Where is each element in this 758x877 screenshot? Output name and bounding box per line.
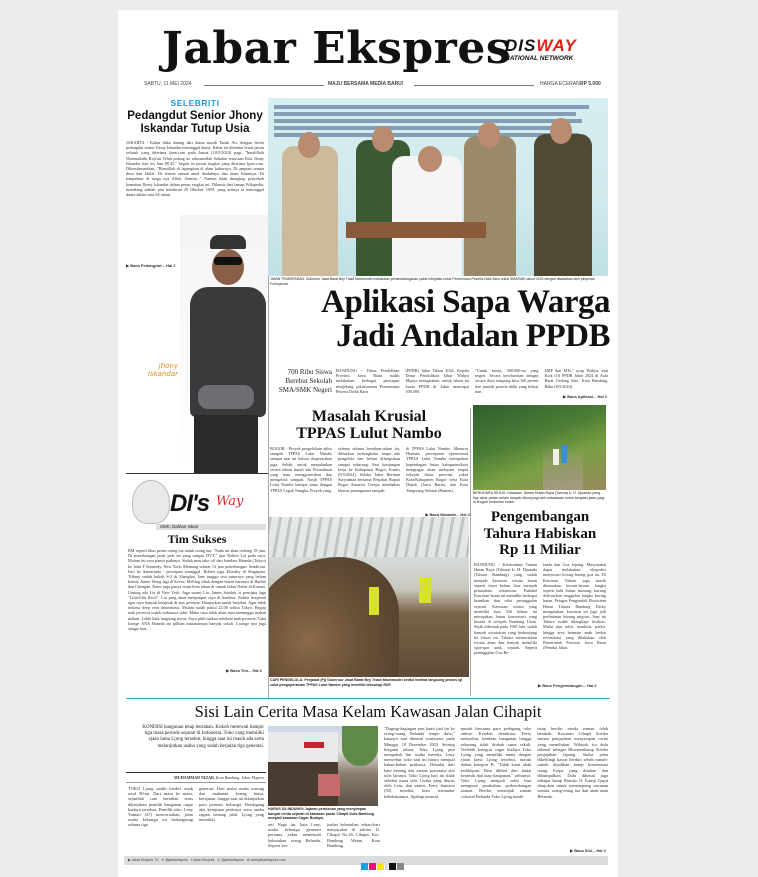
social-link-twitter[interactable]: @jabarekspres — [165, 858, 188, 862]
article-column: jualan kebutuhan sehari-hari masyarakat di sekitar II. Cihapit No.16, Cihapit, Kec. Bandung Wetan, Kota Bandung. — [327, 822, 380, 848]
divider — [414, 85, 534, 86]
print-color-bar — [361, 857, 405, 875]
section-divider — [126, 698, 610, 699]
continue-link[interactable]: ▶ Baca Pengembangan... Hal 2 — [538, 683, 597, 688]
continue-text: Baca Pengembangan... Hal 2 — [542, 683, 597, 688]
article-column: TOKO Ljong sudah berdiri sejak awal 90-an. Dari masa ke masa, sejumlah cara bertahan terus dikerjakan pemilik bangunan cagar budaya tersebut. Pemilik toko, Leny Yuniati (47) menceritakan, jalan usaha keluarga itu berlangsung selama tiga — [128, 786, 193, 828]
headline-line: Tahura Habiskan — [483, 525, 597, 542]
byline-place: , Kota Bandung, Jabar Ekspres — [213, 775, 264, 780]
newspaper-title: Jabar Ekspres — [162, 23, 512, 74]
divider — [126, 473, 268, 474]
web-icon: ⊕ — [246, 858, 250, 862]
article-column: BANDUNG - Keberadaan Taman Hutan Raya (Tahura) Ir. H. Djuanda (Tahura Bandung) yang sudah menjadi kawasan wisata hutan seperti tinya belum bisa menjadi primadona wisatawan. Padahal Kawasan hutan ini memiliki berbagai keunikan dan nilai peninggalan sejarah. Kawasan wisata yang memiliki luas 526 hektar ini merupakan hutan konservasi yang berada di wilayah Bandung Utara. Sejak dibentuk pada 1985 lalu, sudah banyak wisatawan yang berkunjung ke lokasi ini. Tahura menawarkan wisata alam dan banyak memiliki spot-spot unik, sejarah. Seperti peninggalan Goa Be- — [474, 562, 537, 656]
story-body — [268, 446, 470, 512]
divider — [126, 782, 266, 783]
article-column: BOGOR - Proyek pengelolaan akhir sampah TPPAS Lulut Nambo sampai saat ini belum dioperasikan juga. Sebab, untuk menjalankan secara teknis butuh ada Perusahaan yang mau menggosesikan dan mengelola sampah. Nasib TPPAS Lulut Nambo hampir sama dengan TPPAS Legok Nangka. Proyek yang — [270, 446, 332, 493]
story-headline[interactable] — [470, 509, 610, 559]
twitter-icon: ✦ — [161, 858, 165, 862]
main-headline-line-1: Aplikasi Sapa Warga — [321, 284, 610, 320]
article-column: "Untuk kuota, 300.000-an yang negeri. Secara keseluruhan dengan secara daya tampung bisa 160 persen dari jumlah peserta didik yang keluar dari — [475, 368, 539, 394]
article-column: arti Naga itu, kata Leny, usaha keluarga generasi pertama yakni memenuhi kebutuhan orang Belanda. Seperti ber- — [268, 822, 321, 848]
tagline: MAJU BERSAMA MEDIA BARU! — [328, 81, 404, 87]
worker-shape — [419, 577, 431, 603]
hiker-shape — [553, 449, 559, 465]
masthead — [118, 24, 618, 74]
article-column: landa dan Goa Jepang. Masyarakat dapat melakukan ekspedisi menyusuri lorong-lorong goa itu. Di Kawasan Tahura juga masih ditemukan hewan-hewan langka seperti babi hutan, musang, burung deliruwkan tenggalon langka kucing hutan. Petugas Pengendali Ekosistem Hutan Tahura Bandung Dicky mengatakan, kawasan ini juga jadi perlintasan burung migrasi. Saat ini Tahura sudah dilengkapi fasilitas. Mulai dari toilet, mushola, parkir, hingga area bermain anak berkat revitalisasi yang dilakukan oleh Pemerintah Provinsi Jawa Barat (Pemda) Jabar. — [543, 562, 606, 651]
divider — [126, 772, 266, 773]
price-label: HARGA ECERAN — [540, 81, 580, 87]
cihapit-street-photo — [268, 726, 378, 806]
continue-link[interactable]: ▶ Baca Tim... Hal 2 — [226, 668, 262, 673]
article-column: musuh bersama para pedagang toko online. Kendati demikian, Ferry menyebut, keadaan bangunan hingga sekarang tidak diubah sama sekali. Terlebih kategori cagar budaya Toko Ljong yang memiliki nama dengan ejaan lama Ljong tersebut, masuk dalam kategori B. "Tidak kami ubah sedikitpun. Bisa dilihat dari lantai keramik dan atap bangunan," sebutnya. Toko Ljong menjadi saksi bisa mengenai perubahan perkembangan zaman. Berdiri semenjak zaman colonial Belanda Toko Ljong masih — [460, 726, 532, 799]
social-link-instagram[interactable]: @jabarekspres — [221, 858, 244, 862]
governor-shape — [392, 156, 462, 276]
hiker-shape — [561, 445, 567, 463]
section-label: SELEBRITI — [170, 98, 220, 108]
yellow-swatch — [377, 863, 384, 870]
dateline — [144, 79, 604, 91]
feature-body-left — [128, 786, 264, 844]
disway-logo — [505, 38, 577, 54]
tahura-forest-photo — [473, 405, 606, 490]
youtube-icon: ▶ — [128, 858, 131, 862]
article-column: "Daging-dagingan pun kami jual itu ke orang-orang Belanda tempo dulu," katanya saat ditemui wartawan, pada Minggu, 10 Desember 2023. Seiring berganti tahun, Toko Ljong pun mengubah lini usaha mereka. Leny menyebut, toko saat ini hanya menjual bahan-bahan prakarya. Dimulai dari kain benang dan sarana prasarana alat tulis lainnya. Toko Ljong hari ini tidak sebebat masa lalu. Usaha yang diurus oleh Leny dan suami, Ferry Sunison (50) tersebut kian memudar kebebatannya. Apalagi muncul — [384, 726, 455, 799]
disway-column-logo: DI's — [170, 490, 210, 517]
continue-link[interactable]: ▶ Baca Pedangdut... Hal 2 — [126, 263, 176, 268]
article-column: di TPPAS Lulut Nambo. Menurut Herman, percepatan operasional TPPAS Lulut Nambo merupakan kepentingan lintas kabupaten/kota mengingat akan melayani empat wilayah lintas provinsi, yakni Kota/Kabupaten Bogor serta Kota Depok (Jawa Barat), dan Kota Tangerang Selatan (Banten). — [406, 446, 468, 493]
head-shape — [550, 118, 572, 144]
photo-caption: CARI PENGELOLA: Penjabat (Pj) Gubernur Jawa Barat Bey Triadi Machmudin ketika melihat langsung proses uji coba pengoperasian TPPAS Lulut Nambo yang memiliki teknologi RDF. — [270, 678, 463, 687]
byline-name: MUHAMMAD NIZAR — [174, 775, 214, 780]
head-shape — [478, 122, 500, 148]
disway-column-logo-script: Way — [216, 494, 244, 509]
article-column: generasi. Dari mulai usaha warung dan makanan kering biasa, kerajinan, hingga saat ini dilanjutkan para penerus keluarga. Berdagang alat kerajinan prakarya serta aneka ragam benang jahit. Ljong yang memiliki — [199, 786, 264, 823]
story-headline[interactable] — [268, 408, 470, 442]
article-column: selama selama bertahun-tahun itu, dibiarkan terbengkalai tanpa ada pengelola dan belum difungsikan sampai sekarang. Saat kunjungan kerja ke Kabupaten Bogor, Kamis (9/5/2024), Selaku Jabar Herman Suryatman bersama Penjabat Bupati Bogor Asmawa Tosepu membahas khusus penanganan sampah — [338, 446, 400, 493]
roof-shape — [269, 517, 469, 557]
main-headline-line-2: Jadi Andalan PPDB — [336, 318, 610, 354]
waist-bag-shape — [198, 385, 254, 409]
becak-shape — [318, 774, 340, 796]
official-5-shape — [534, 134, 592, 276]
story-headline[interactable]: Pedangdut Senior Jhony Iskandar Tutup Usia — [127, 110, 263, 135]
feature-headline[interactable]: Sisi Lain Cerita Masa Kelam Kawasan Jalan Cihapit — [194, 702, 542, 721]
feature-byline — [126, 775, 264, 780]
head-shape — [418, 146, 442, 172]
main-subhead: 700 Ribu Siswa Berebut Sekolah SMA/SMK Negeri — [278, 368, 332, 394]
social-link-website[interactable]: www.jabarekspres.com — [250, 858, 286, 862]
newspaper-front-page — [118, 10, 618, 877]
pants-shape — [194, 415, 258, 473]
gray-swatch — [397, 863, 404, 870]
disway-logo-way: WAY — [536, 36, 577, 55]
ppdb-signing-photo — [268, 98, 608, 276]
face-shape — [212, 249, 244, 285]
main-headline[interactable] — [290, 285, 610, 353]
continue-text: Baca Pedangdut... Hal 2 — [130, 263, 176, 268]
photo-caption: BERUDARA SEJUK: Kawasan Taman Hutan Raya (Tahura) Ir. H. Djuanda yang tiap akhir pekan selalu banyak dikunjungi oleh wisatawan untuk berjalan-jalan pagi di tengah rimbunan hutan. — [473, 491, 605, 505]
cap-shape — [210, 235, 246, 249]
building-shape — [268, 732, 338, 762]
photo-signature: Jhony Iskandar — [147, 362, 178, 378]
headline-line: Masalah Krusial — [311, 408, 427, 425]
official-4-shape — [464, 136, 516, 276]
tahura-story-body — [474, 562, 606, 682]
magenta-swatch — [369, 863, 376, 870]
feature-body-mid — [268, 822, 380, 848]
author-portrait — [132, 480, 170, 524]
continue-link[interactable]: ▶ Baca Sisi... Hal 2 — [570, 848, 606, 853]
social-link-facebook[interactable]: Jabar Ekspres — [192, 858, 215, 862]
article-column: tetap berdiri meski zaman telah berubah. Kawasan Cihapit Ketika zaman penjajahan menyimpan cerita yang memilukan. Wilayah itu dulu dikenal sebagai Bloemenkamp Ketika penjajahan Jepang. Sudut jalan dikelilingi kawat berduri sebab rumah-rumah dijadikan kamp konsentrasi orang Eropa yang ditahan dan dikumpulkan. Dulu dikenal juga sebagai kamp Bunsho II, Kamp Tjapit ditujukan untuk menampung tawanan wanita, orang-orang tua dan anak-anak Belanda. — [537, 726, 608, 799]
disway-logo-dis: DIS — [505, 36, 537, 55]
tppas-garbage-photo — [269, 517, 469, 677]
disway-column[interactable] — [126, 478, 268, 698]
footer-bar — [124, 856, 608, 865]
gap — [385, 863, 388, 870]
article-column: (PPDB) Jabar Tahun 2024. Kepala Dinas Pendidikan Jabar Wahyu Mijaya mengatakan, untuk tahun ini kuota PPDB di Jabar mencapai 300.000. — [405, 368, 469, 394]
feature-lede: KONDISI bangunan tetap bertahan. Kokoh melewati hampir tiga masa periode sejarah di Indonesia. Toko yang memiliki ejaan lama Ljong tersebut, hingga saat ini masih ada serta melanjutkan usaha yang sudah berjalan tiga generasi. — [142, 725, 264, 749]
jhony-iskandar-photo — [180, 215, 270, 473]
continue-text: Baca Sisi... Hal 2 — [574, 848, 606, 853]
continue-link[interactable]: ▶ Baca Masalah... Hal 2 — [425, 512, 470, 517]
signing-table-shape — [346, 222, 486, 238]
headline-line: Pengembangan — [490, 509, 590, 525]
shop-sign-shape — [304, 742, 324, 748]
head-shape — [372, 126, 394, 152]
article-column: BANDUNG - Dinas Pendidikan Provinsi Jawa Barat sudah melakukan berbagai persiapan menjelang pelaksanaan Penerimaan Peserta Didik Baru — [336, 368, 400, 394]
head-shape — [298, 132, 320, 158]
continue-text: Baca Aplikasi... Hal 2 — [567, 394, 608, 399]
continue-link[interactable]: ▶ Baca Aplikasi... Hal 2 — [563, 394, 608, 399]
price-value: RP 5.000 — [580, 81, 601, 87]
issue-date: SABTU, 11 MEI 2024 — [144, 81, 192, 87]
divider — [204, 85, 324, 86]
cyan-swatch — [361, 863, 368, 870]
glasses-shape — [214, 257, 242, 265]
tree-shape — [342, 726, 378, 766]
continue-text: Baca Masalah... Hal 2 — [429, 512, 470, 517]
story-body: JAKARTA - Kabar duka datang dari dunia musik Tanah Air, dengan berita pedangdut senior Jhony Iskandar meninggal dunia. Kabar ini diterima lewat pesan seluruh yang diterima Jpnn.com pada Jumat (10/5/2024) pagi. "Innalillahi Wainnailaihi Roji'un Telah pulang ke rahmatullah Sahabat senusaan Kita Jhony Iskandar hari ini Jam 08.45," begitu isi pesan singkat yang diterima Jpnn.com. Dikonfirmasikan, "Bismillah di lapangkan di alam kuburnya. Di ampuni semua dosa dan khilaf. Di terima semua amal ibadahnya dan iman Islamnya. Di tempatkan di surga nya Allah. Aamiin..." Namun tidak diungkap penyebab kematian Jhony Iskandar dalam pesan singkat ini. Dilansir dari laman Wikipedia, mendiang adalah pria kelahiran 20 Oktober 1959, yang artinya ia meninggal dunia dalam usia 64 tahun. — [126, 140, 264, 198]
instagram-icon: ◎ — [217, 858, 221, 862]
photo-caption: HARUS DILINDUNGI: Jajaran pertokoan yang menyimpan banyak cerita sejarah di kawasan pasar Cihapit Kota Bandung menjadi kawasan Cagar Budaya. — [268, 807, 375, 821]
tppas-story[interactable] — [268, 408, 470, 517]
social-link-youtube[interactable]: Jabar Ekspres TV — [131, 858, 159, 862]
black-swatch — [389, 863, 396, 870]
author-byline: Oleh: Dahlan Iskan — [156, 524, 266, 530]
waste-pile-shape — [269, 557, 399, 677]
worker-shape — [369, 587, 379, 615]
feature-body-right — [384, 726, 608, 846]
continue-text: Baca Tim... Hal 2 — [230, 668, 262, 673]
headline-line: Rp 11 Miliar — [499, 542, 581, 558]
disway-network-label: NATIONAL NETWORK — [505, 55, 574, 62]
facebook-icon: f — [190, 858, 192, 862]
photo-caption: JAMIN TRANSPARAN: Gubernur Jawa Barat Bey Triadi Machmudin melakukan penandatanganan pakta integritas untuk Penerimaan Peserta Didik Baru untuk SMA/SMK tahun 2024 dengan disaksikan oleh pimpinan Forkopimda. — [270, 277, 595, 286]
column-body: BM seperti khas pesan orang tua untuk orang tua: "Suda ini akan terbang 18 jam. Di penerbangan jarak jauh ini yang sampai DVT," ujar Robert Lai pada saya. Malam itu saya pamit padanya. Sudah mau take off dari bandara Haneda (Tokyo) ke John F Kennedy, New York. Memang sekitar 13 jam penerbangan. Sendirian. Istri ke Samarinda - persiapan reuniggal. Robert juga Dorothy di Singapura. Tiffany sudah kuliah S-2 di Shanghai. Iane tunggu sisa sanuraya yang belum keluar. Annie Wong lagi di Korea. Melling sibuk dengan bisnis barunya di Harbin dan Chengdu. Kami juga punya reuni lima tahun di rumah Infan Nolen di Kansas. Untung ada Lia di New York. Juga suami Lia: James Sandah, si pencipta lagu "Lilin-lilin Kecil". Lia yang akan menjemput saya di bandara. Robert berpesan agar saya banyak bergerak di atas pesawat. Dianjurkan untuk berjalan. Agar tidak terkena deep vein thrombosis. Malam sudah pukul 22.00 waktu Tokyo. Begitu naik pesawat sudah waktunya tidur. Maka saya tidak akan mau menunggu makan malam. Lebih baik langsung tewas. Saya pilih makan sebelum naik pesawat. Tahu lounge ANA Haneda ini pilihan makanannya banyak sekali. Lounge nya juga sangat luas. — [128, 548, 266, 632]
article-column: SMP dan MTs," ucap Wahyu, saat Kick Off PPDB Jabar 2024 di Aula Barat Gedung Sate, Kota Bandung, Rabu (8/5/2024). — [544, 368, 608, 389]
column-headline[interactable]: Tim Sukses — [167, 532, 227, 546]
headline-line: TPPAS Lulut Nambo — [296, 425, 442, 442]
official-1-shape — [282, 146, 338, 276]
social-links — [128, 858, 285, 862]
